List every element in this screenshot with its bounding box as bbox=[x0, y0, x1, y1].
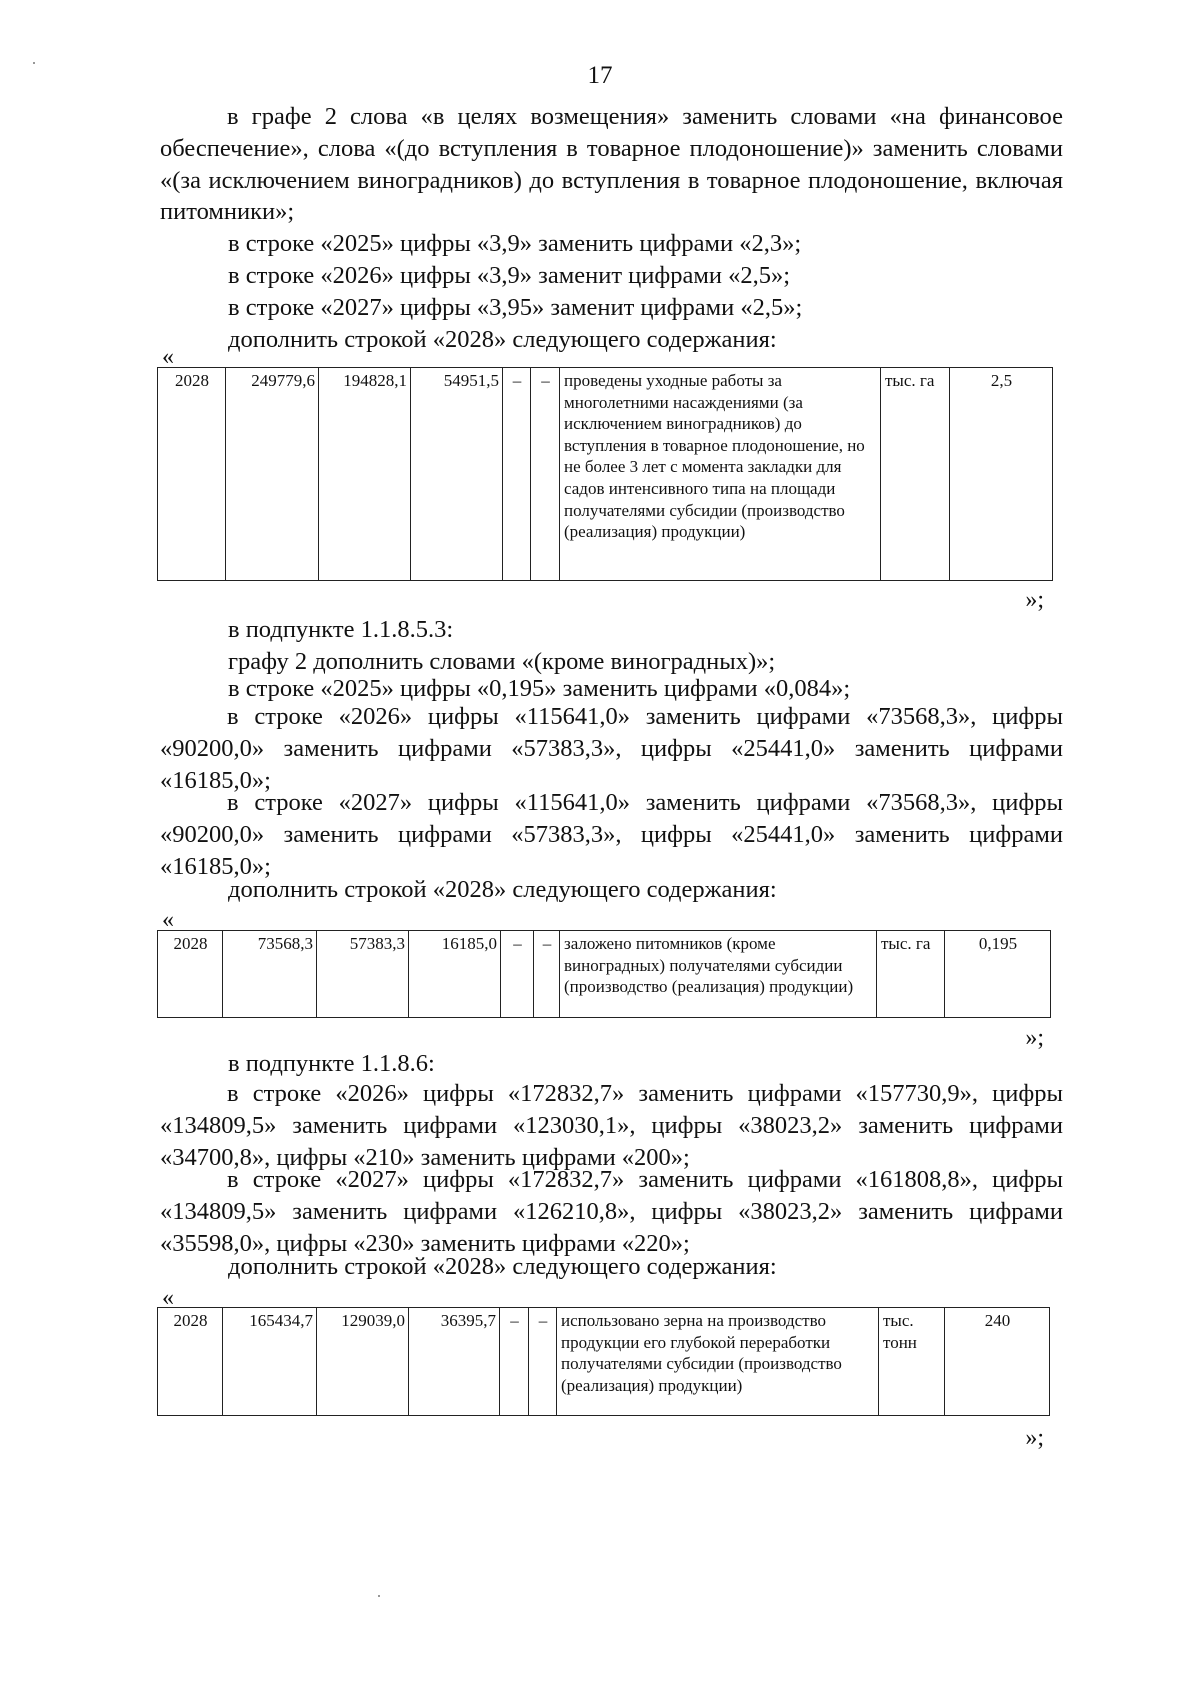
cell-indicator: заложено питомников (кроме виноградных) получателями субсидии (производство (реализация) продукции) bbox=[560, 931, 877, 1018]
paragraph-2026-replacement: в строке «2026» цифры «172832,7» заменить цифрами «157730,9», цифры «134809,5» заменить цифрами «123030,1», цифры «38023,2» заменить цифрами «34700,8», цифры «210» заменить цифрами «200»; bbox=[160, 1080, 1063, 1171]
table-row-2028-grain-processing bbox=[157, 1307, 1050, 1416]
cell-indicator: проведены уходные работы за многолетними насаждениями (за исключением виноградников) до вступления в товарное плодоношение, но не более 3 лет с момента закладки для садов интенсивного типа на площади получателями субсидии (производство (реализация) продукции) bbox=[560, 368, 881, 581]
cell-unit: тыс. тонн bbox=[879, 1308, 945, 1416]
cell-regional: 54951,5 bbox=[411, 368, 503, 581]
cell-dash-2: – bbox=[531, 368, 560, 581]
cell-total: 249779,6 bbox=[226, 368, 319, 581]
cell-dash-1: – bbox=[503, 368, 531, 581]
subpoint-heading: в подпункте 1.1.8.6: bbox=[228, 1050, 435, 1077]
table-row-2028-nurseries bbox=[157, 930, 1051, 1018]
quote-close: »; bbox=[1025, 1025, 1044, 1051]
cell-dash-2: – bbox=[529, 1308, 557, 1416]
cell-total: 73568,3 bbox=[223, 931, 317, 1018]
quote-close: »; bbox=[1025, 1425, 1044, 1451]
cell-dash-2: – bbox=[534, 931, 560, 1018]
cell-federal: 194828,1 bbox=[319, 368, 411, 581]
paragraph-2026-replacement: в строке «2026» цифры «115641,0» заменить цифрами «73568,3», цифры «90200,0» заменить цифрами «57383,3», цифры «25441,0» заменить цифрами «16185,0»; bbox=[160, 703, 1063, 794]
quote-open: « bbox=[162, 907, 174, 933]
line-2027-replacement: в строке «2027» цифры «3,95» заменит цифрами «2,5»; bbox=[228, 294, 803, 321]
cell-dash-1: – bbox=[501, 931, 534, 1018]
quote-open: « bbox=[162, 1285, 174, 1311]
cell-total: 165434,7 bbox=[223, 1308, 317, 1416]
scan-speck bbox=[378, 1595, 380, 1597]
paragraph-graph2-replacement: в графе 2 слова «в целях возмещения» заменить словами «на финансовое обеспечение», слова «(до вступления в товарное плодоношение)» заменить словами «(за исключением виноградников) до вступления в товарное плодоношение, включая питомники»; bbox=[160, 103, 1063, 226]
scan-speck bbox=[33, 62, 35, 64]
cell-regional: 16185,0 bbox=[409, 931, 501, 1018]
line-2026-replacement: в строке «2026» цифры «3,9» заменит цифрами «2,5»; bbox=[228, 262, 791, 289]
cell-unit: тыс. га bbox=[881, 368, 950, 581]
line-2025-replacement: в строке «2025» цифры «0,195» заменить цифрами «0,084»; bbox=[228, 675, 851, 702]
cell-value: 2,5 bbox=[950, 368, 1053, 581]
paragraph-2027-replacement: в строке «2027» цифры «172832,7» заменить цифрами «161808,8», цифры «134809,5» заменить цифрами «126210,8», цифры «38023,2» заменить цифрами «35598,0», цифры «230» заменить цифрами «220»; bbox=[160, 1166, 1063, 1257]
table-row-2028-care-works bbox=[157, 367, 1053, 581]
add-row-instruction: дополнить строкой «2028» следующего содержания: bbox=[228, 1253, 777, 1280]
cell-value: 0,195 bbox=[945, 931, 1051, 1018]
cell-regional: 36395,7 bbox=[409, 1308, 500, 1416]
cell-indicator: использовано зерна на производство продукции его глубокой переработки получателями субсидии (производство (реализация) продукции) bbox=[557, 1308, 879, 1416]
line-graph2-addition: графу 2 дополнить словами «(кроме виноградных)»; bbox=[228, 648, 776, 675]
cell-federal: 57383,3 bbox=[317, 931, 409, 1018]
line-2025-replacement: в строке «2025» цифры «3,9» заменить цифрами «2,3»; bbox=[228, 230, 802, 257]
cell-unit: тыс. га bbox=[877, 931, 945, 1018]
page-number: 17 bbox=[587, 62, 613, 89]
quote-open: « bbox=[162, 344, 174, 370]
cell-year: 2028 bbox=[158, 1308, 223, 1416]
add-row-instruction: дополнить строкой «2028» следующего содержания: bbox=[228, 326, 777, 353]
cell-value: 240 bbox=[945, 1308, 1050, 1416]
add-row-instruction: дополнить строкой «2028» следующего содержания: bbox=[228, 876, 777, 903]
paragraph-2027-replacement: в строке «2027» цифры «115641,0» заменить цифрами «73568,3», цифры «90200,0» заменить цифрами «57383,3», цифры «25441,0» заменить цифрами «16185,0»; bbox=[160, 789, 1063, 880]
cell-federal: 129039,0 bbox=[317, 1308, 409, 1416]
subpoint-heading: в подпункте 1.1.8.5.3: bbox=[228, 616, 454, 643]
quote-close: »; bbox=[1025, 587, 1044, 613]
cell-year: 2028 bbox=[158, 368, 226, 581]
cell-year: 2028 bbox=[158, 931, 223, 1018]
cell-dash-1: – bbox=[500, 1308, 529, 1416]
